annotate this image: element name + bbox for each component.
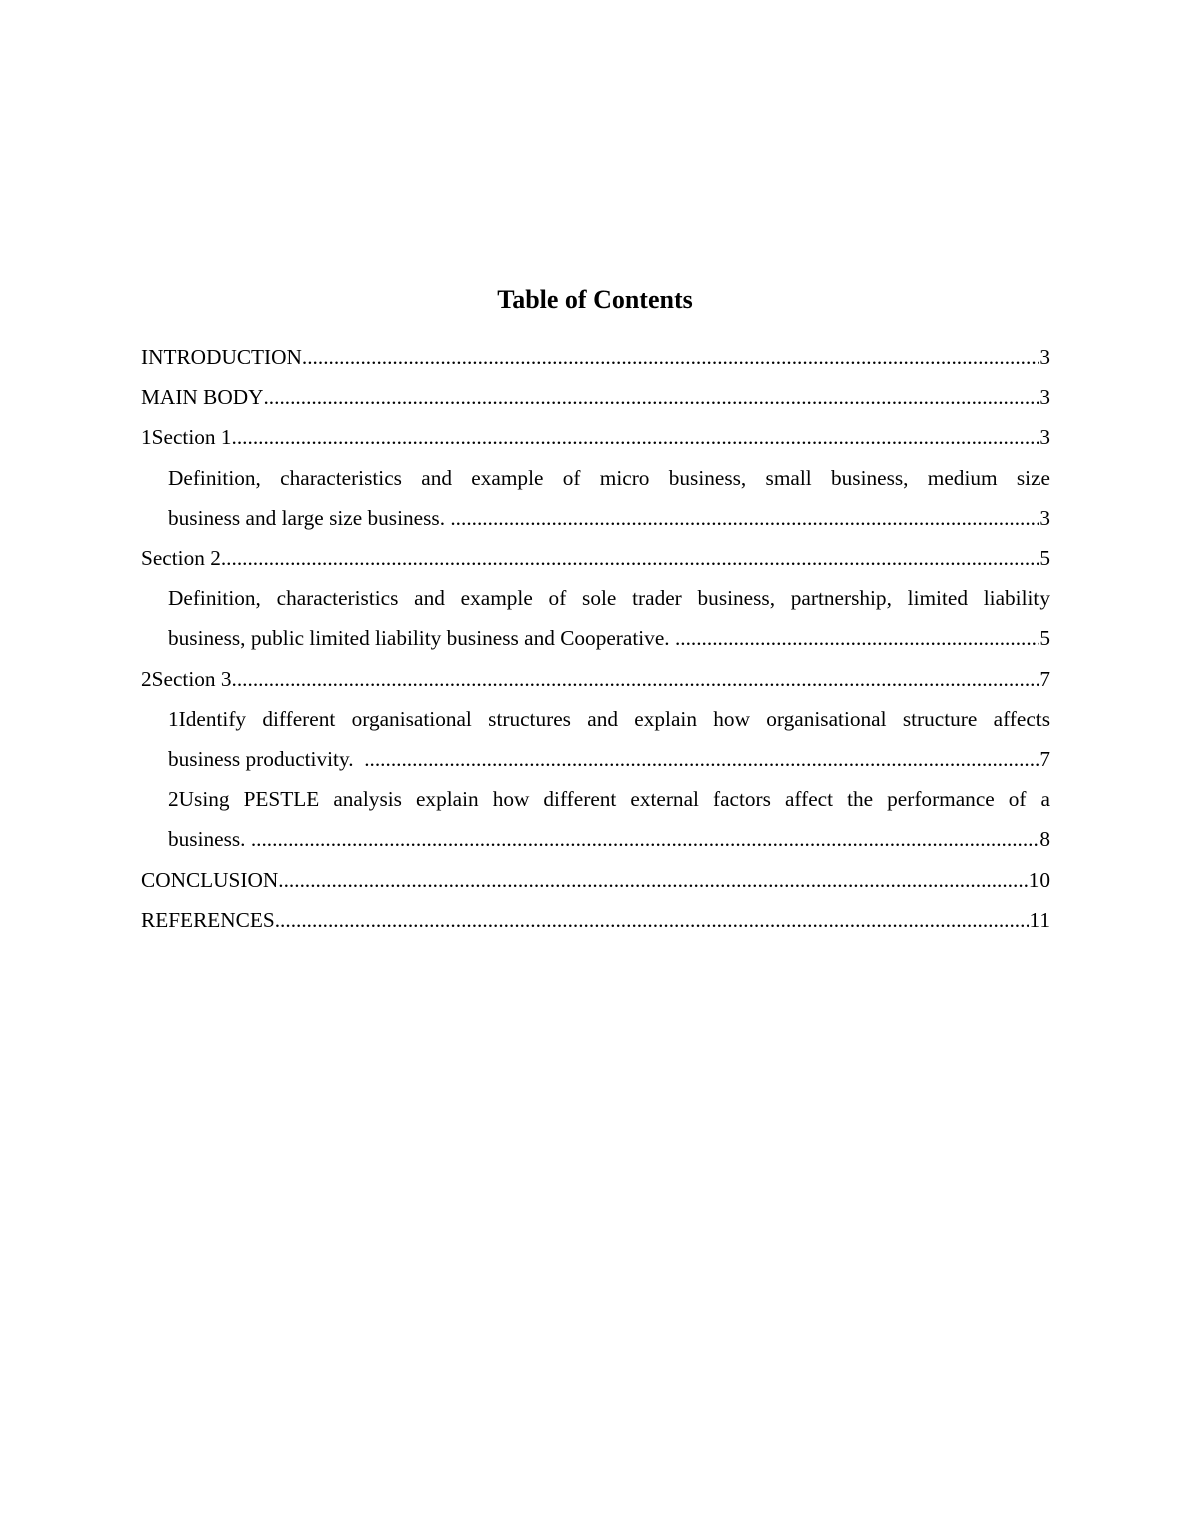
- toc-page-number: 5: [1039, 626, 1050, 651]
- toc-page-number: 11: [1029, 907, 1050, 932]
- toc-line: [168, 819, 1050, 859]
- dot-leader: [275, 900, 1030, 940]
- dot-leader: [278, 860, 1028, 900]
- toc-entry-section-2[interactable]: [141, 538, 1050, 578]
- toc-entry-text: business and large size business.: [168, 505, 451, 530]
- toc-entry-text: MAIN BODY: [141, 385, 264, 410]
- toc-page-number: 10: [1028, 867, 1050, 892]
- dot-leader: [364, 739, 1039, 779]
- toc-line: [141, 538, 1050, 578]
- toc-page-number: 3: [1039, 385, 1050, 410]
- toc-entry-section-3[interactable]: [141, 659, 1050, 699]
- toc-entry-text: business, public limited liability business and Cooperative.: [168, 626, 675, 651]
- toc-page-number: 3: [1039, 505, 1050, 530]
- toc-page-number: 7: [1039, 666, 1050, 691]
- toc-line: [168, 618, 1050, 658]
- toc-entry-text: business productivity.: [168, 747, 365, 772]
- toc-page-number: 5: [1039, 546, 1050, 571]
- dot-leader: [232, 659, 1040, 699]
- toc-entry-business-sizes[interactable]: [141, 458, 1050, 538]
- toc-entry-references[interactable]: [141, 900, 1050, 940]
- toc-line: [168, 739, 1050, 779]
- toc-entry-text: 1Section 1: [141, 425, 232, 450]
- toc-list: [141, 337, 1050, 940]
- toc-entry-text-line: 2Using PESTLE analysis explain how different external factors affect the performance of a: [168, 787, 1050, 812]
- dot-leader: [450, 498, 1039, 538]
- toc-entry-pestle-analysis[interactable]: [141, 779, 1050, 859]
- toc-line: [141, 900, 1050, 940]
- toc-line: [141, 337, 1050, 377]
- toc-title: Table of Contents: [497, 285, 693, 314]
- toc-line: [141, 377, 1050, 417]
- toc-line: [141, 417, 1050, 457]
- toc-entry-introduction[interactable]: [141, 337, 1050, 377]
- dot-leader: [302, 337, 1039, 377]
- toc-entry-text: REFERENCES: [141, 907, 275, 932]
- toc-entry-organisational-structures[interactable]: [141, 699, 1050, 779]
- dot-leader: [263, 377, 1039, 417]
- toc-entry-text: INTRODUCTION: [141, 345, 302, 369]
- toc-line: [141, 860, 1050, 900]
- toc-entry-conclusion[interactable]: [141, 860, 1050, 900]
- toc-line: [168, 498, 1050, 538]
- toc-page-number: 3: [1039, 345, 1050, 369]
- toc-entry-section-1[interactable]: [141, 417, 1050, 457]
- toc-entry-text: 2Section 3: [141, 666, 232, 691]
- toc-entry-text-line: 1Identify different organisational structures and explain how organisational structure affects: [168, 706, 1050, 731]
- dot-leader: [221, 538, 1039, 578]
- toc-entry-text: Section 2: [141, 546, 221, 571]
- dot-leader: [675, 618, 1039, 658]
- toc-entry-text-line: Definition, characteristics and example of sole trader business, partnership, limited liability: [168, 586, 1050, 611]
- toc-page-number: 8: [1039, 827, 1050, 852]
- toc-entry-business-types[interactable]: [141, 578, 1050, 658]
- toc-line: [141, 659, 1050, 699]
- dot-leader: [232, 417, 1040, 457]
- toc-entry-text: CONCLUSION: [141, 867, 279, 892]
- toc-page-number: 7: [1039, 747, 1050, 772]
- toc-entry-main-body[interactable]: [141, 377, 1050, 417]
- toc-page-number: 3: [1039, 425, 1050, 450]
- toc-entry-text: business.: [168, 827, 251, 852]
- toc-entry-text-line: Definition, characteristics and example of micro business, small business, medium size: [168, 465, 1050, 490]
- dot-leader: [251, 819, 1040, 859]
